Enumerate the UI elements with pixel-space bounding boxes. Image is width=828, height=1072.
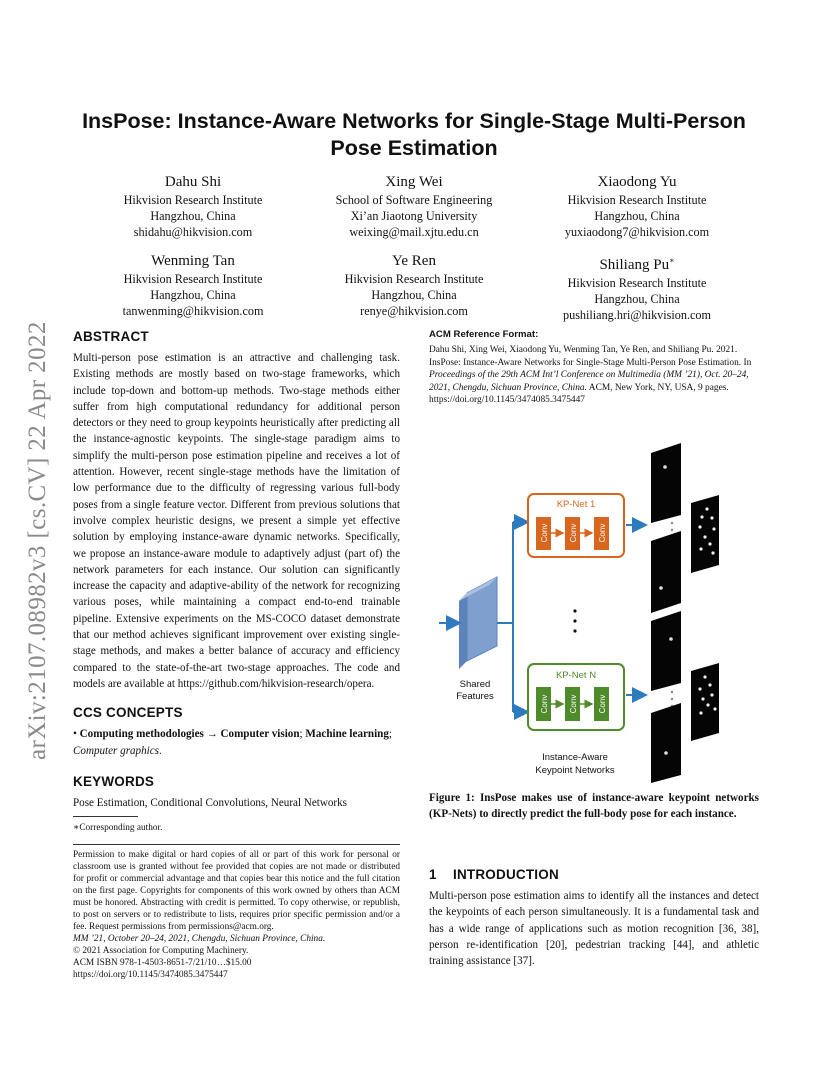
arxiv-identifier: arXiv:2107.08982v3 [cs.CV] 22 Apr 2022: [24, 321, 51, 760]
author-name: Ye Ren: [392, 253, 436, 269]
abstract-text: Multi-person pose estimation is an attractive and challenging task. Existing methods are mostly based on two-stage frameworks, which include top-down and bottom-up methods. Two-stage methods either suffer from high computational redundancy for additional person detectors or they need to group keypoints heuristically after predicting all the instance-agnostic keypoints. The single-stage paradigm aims to simplify the multi-person pose estimation pipeline and receives a lot of attention. However, recent single-stage methods have the limitation of low performance due to the difficulty of regressing various full-body poses from a single feature vector. Different from previous solutions that involve complex heuristic designs, we present a simple yet effective solution by employing instance-aware dynamic networks. Specifically, we propose an instance-aware module to adaptively adjust (part of) the network parameters for each instance. Our solution can significantly increase the capacity and adaptive-ability of the network for recognizing various poses, while maintaining a compact end-to-end trainable pipeline. Extensive experiments on the MS-COCO dataset demonstrate that our method achieves significant improvement over existing single-stage methods, and makes a better balance of accuracy and efficiency compared to the state-of-the-art two-stage approaches. The code and models are available at https://github.com/hikvision-research/opera.: [73, 352, 400, 690]
acm-ref-text: [429, 344, 759, 407]
figure-diagram: [429, 443, 759, 785]
corresponding-mark: ∗: [669, 256, 675, 265]
author-city: Xi’an Jiaotong University: [350, 209, 478, 223]
ccs-heading: CCS CONCEPTS: [73, 705, 183, 721]
ccs-text: [73, 726, 400, 759]
shared-features-label: Features: [456, 691, 494, 702]
conv-label: Conv: [540, 694, 549, 714]
acm-ref-heading: ACM Reference Format:: [429, 329, 539, 340]
footnote: ∗Corresponding author.: [73, 823, 163, 834]
author-email[interactable]: tanwenming@hikvision.com: [122, 304, 264, 318]
author-city: Hangzhou, China: [371, 288, 457, 302]
vertical-ellipsis: [573, 609, 576, 632]
ccs-bullet: •: [73, 728, 77, 741]
abstract-heading: ABSTRACT: [73, 329, 149, 344]
author-affiliation: Hikvision Research Institute: [344, 272, 484, 286]
heatmap-stack-top: [651, 443, 681, 613]
kp-net-1-label: KP-Net 1: [556, 499, 596, 510]
pose-keypoints-bottom: [691, 663, 719, 741]
author-city: Hangzhou, China: [150, 288, 236, 302]
permission-notice: Permission to make digital or hard copies of all or part of this work for personal or classroom use is granted without fee provided that copies are not made or distributed for profit or commercial advantage and that copies bear this notice and the full citation on the first page. Copyrights for components of this work owned by others than ACM must be honored. Abstracting with credit is permitted. To copy otherwise, or republish, to post on servers or to redistribute to lists, requires prior specific permission and/or a fee. Request permissions from permissions@acm.org.: [73, 850, 400, 933]
ccs-end: .: [158, 744, 162, 757]
acm-ref-citation: 2021. InsPose: Instance-Aware Networks for Single-Stage Multi-Person Pose Estimation. In: [429, 345, 752, 368]
shared-features-label: Shared: [459, 679, 491, 690]
author-block: [537, 172, 737, 240]
author-email[interactable]: shidahu@hikvision.com: [133, 225, 253, 239]
figure-1: [429, 443, 759, 785]
author-affiliation: Hikvision Research Institute: [123, 272, 263, 286]
conv-label: Conv: [569, 694, 578, 714]
author-name: Wenming Tan: [151, 253, 235, 269]
title-line-1: InsPose: Instance-Aware Networks for Single-Stage Multi-Person: [82, 109, 746, 133]
author-name: Xiaodong Yu: [597, 174, 677, 190]
keywords-heading: KEYWORDS: [73, 773, 155, 789]
left-column: [73, 328, 400, 981]
author-name-text: Shiliang Pu: [599, 257, 670, 273]
permission-rule: [73, 844, 400, 845]
acm-ref-authors: Dahu Shi, Xing Wei, Xiaodong Yu, Wenming Tan, Ye Ren, and Shiliang Pu.: [429, 345, 714, 355]
ccs-separator: ;: [388, 728, 392, 741]
conv-label: Conv: [569, 523, 578, 543]
heatmap-stack-bottom: [651, 611, 681, 783]
author-block: [537, 251, 737, 323]
ccs-concept-1: Computing methodologies → Computer vision: [79, 728, 300, 741]
author-email[interactable]: renye@hikvision.com: [360, 304, 468, 318]
paper-title: [60, 108, 768, 162]
footnote-rule: [73, 816, 138, 817]
instance-aware-label: Instance-Aware: [542, 752, 608, 763]
doi-link[interactable]: https://doi.org/10.1145/3474085.3475447: [73, 970, 228, 981]
introduction-text: Multi-person pose estimation aims to identify all the instances and detect the keypoints of each person simultaneously. It is a fundamental task and has a wide range of applications such as motion recognition [36, 38], person re-identification [20], pedestrian tracking [44], and athletic training assistance [37].: [429, 890, 759, 968]
acm-ref-proceedings: Proceedings of the 29th ACM Int’l Conference on Multimedia (MM ’21), Oct. 20–24, 2021, Chengdu, Sichuan Province, China.: [429, 370, 749, 393]
conv-label: Conv: [598, 523, 607, 543]
author-name: Dahu Shi: [164, 174, 222, 190]
author-email[interactable]: yuxiaodong7@hikvision.com: [564, 225, 710, 239]
author-affiliation: School of Software Engineering: [335, 193, 493, 207]
author-city: Hangzhou, China: [594, 209, 680, 223]
author-city: Hangzhou, China: [150, 209, 236, 223]
isbn-line: ACM ISBN 978-1-4503-8651-7/21/10…$15.00: [73, 958, 252, 969]
author-block: [93, 172, 293, 240]
conference-line: MM ’21, October 20–24, 2021, Chengdu, Sichuan Province, China.: [73, 934, 326, 945]
pose-keypoints-top: [691, 495, 719, 573]
section-title: INTRODUCTION: [453, 867, 559, 882]
figure-1-caption: Figure 1: InsPose makes use of instance-aware keypoint networks (KP-Nets) to directly predict the full-body pose for each instance.: [429, 792, 759, 820]
author-name: Xing Wei: [385, 174, 443, 190]
author-block: [314, 251, 514, 319]
shared-features-block: [459, 577, 497, 669]
conv-label: Conv: [598, 694, 607, 714]
keywords-text: Pose Estimation, Conditional Convolutions, Neural Networks: [73, 796, 347, 809]
author-affiliation: Hikvision Research Institute: [567, 276, 707, 290]
author-block: [93, 251, 293, 319]
author-block: [314, 172, 514, 240]
section-number: 1: [429, 867, 437, 882]
author-affiliation: Hikvision Research Institute: [123, 193, 263, 207]
right-column: [429, 328, 759, 407]
kp-net-n-box: [528, 664, 624, 730]
author-name: [537, 251, 737, 275]
title-line-2: Pose Estimation: [330, 136, 498, 160]
ccs-concept-3: Computer graphics: [73, 744, 159, 757]
ccs-separator: ;: [299, 728, 306, 741]
conv-label: Conv: [540, 523, 549, 543]
ccs-concept-2: Machine learning: [305, 728, 389, 741]
author-email[interactable]: weixing@mail.xjtu.edu.cn: [349, 225, 479, 239]
author-email[interactable]: pushiliang.hri@hikvision.com: [563, 308, 711, 322]
copyright-line: © 2021 Association for Computing Machinery.: [73, 946, 249, 957]
acm-ref-publisher: ACM, New York, NY, USA, 9 pages. https://doi.org/10.1145/3474085.3475447: [429, 382, 729, 406]
author-city: Hangzhou, China: [594, 292, 680, 306]
introduction-heading: [429, 866, 759, 884]
introduction-section: [429, 866, 759, 969]
author-affiliation: Hikvision Research Institute: [567, 193, 707, 207]
kp-net-n-label: KP-Net N: [555, 670, 597, 681]
instance-aware-label: Keypoint Networks: [535, 765, 615, 776]
kp-net-1-box: [528, 494, 624, 557]
